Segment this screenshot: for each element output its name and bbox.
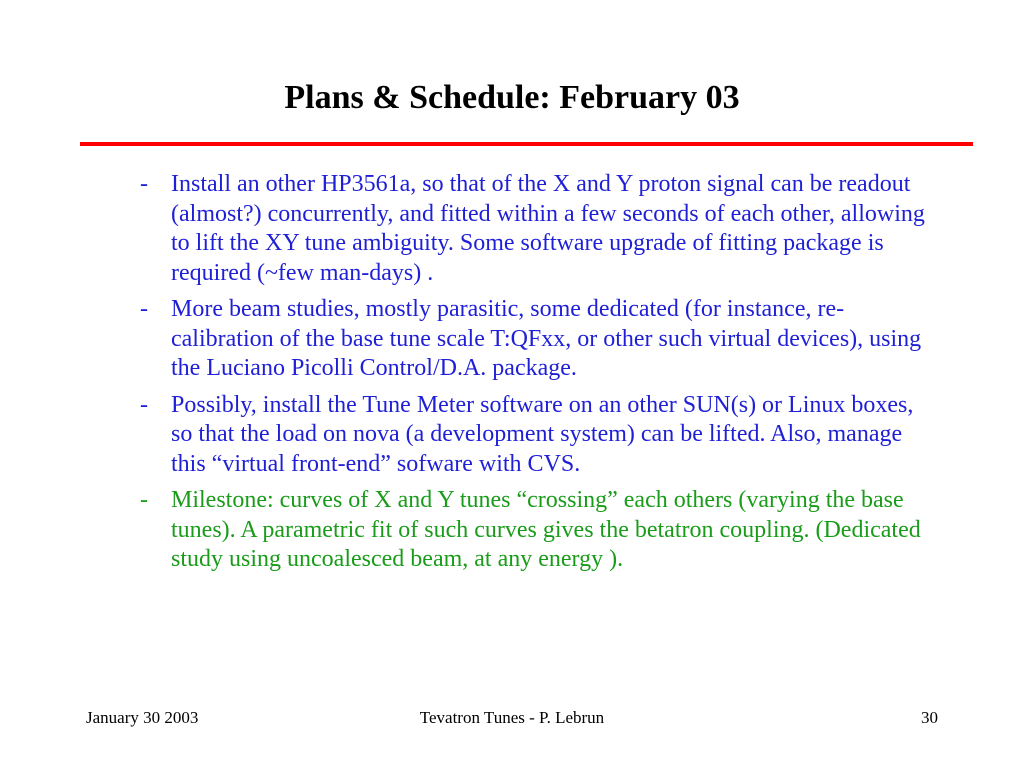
bullet-item-2 [140,295,940,384]
footer-title: Tevatron Tunes - P. Lebrun [419,708,605,727]
bullet-text: Possibly, install the Tune Meter software on an other SUN(s) or Linux boxes, so that the load on nova (a development system) can be lifted. Also, manage this “virtual front-end” sofware with CVS. [171,391,914,477]
bullet-marker: - [140,487,148,513]
bullet-marker: - [140,171,148,197]
slide-title: Plans & Schedule: February 03 [284,79,740,116]
bullet-text: Milestone: curves of X and Y tunes “crossing” each others (varying the base tunes). A parametric fit of such curves gives the betatron coupling. (Dedicated study using uncoalesced beam, at any energy ). [171,487,921,572]
bullet-list [140,170,940,582]
bullet-item-4 [140,486,940,575]
bullet-marker: - [140,296,148,322]
bullet-text: Install an other HP3561a, so that of the X and Y proton signal can be readout (almost?) concurrently, and fitted within a few seconds of each other, allowing to lift the XY tune ambiguity. Some software upgrade of fitting package is required (~few man-days) . [171,171,925,286]
title-divider [80,142,973,146]
bullet-marker: - [140,391,148,418]
bullet-text: More beam studies, mostly parasitic, some dedicated (for instance, re-calibration of the base tune scale T:QFxx, or other such virtual devices), using the Luciano Picolli Control/D.A. package. [171,296,922,381]
bullet-item-3 [140,391,940,480]
page-number: 30 [921,708,938,727]
footer-date: January 30 2003 [86,708,199,727]
bullet-item-1 [140,170,940,288]
